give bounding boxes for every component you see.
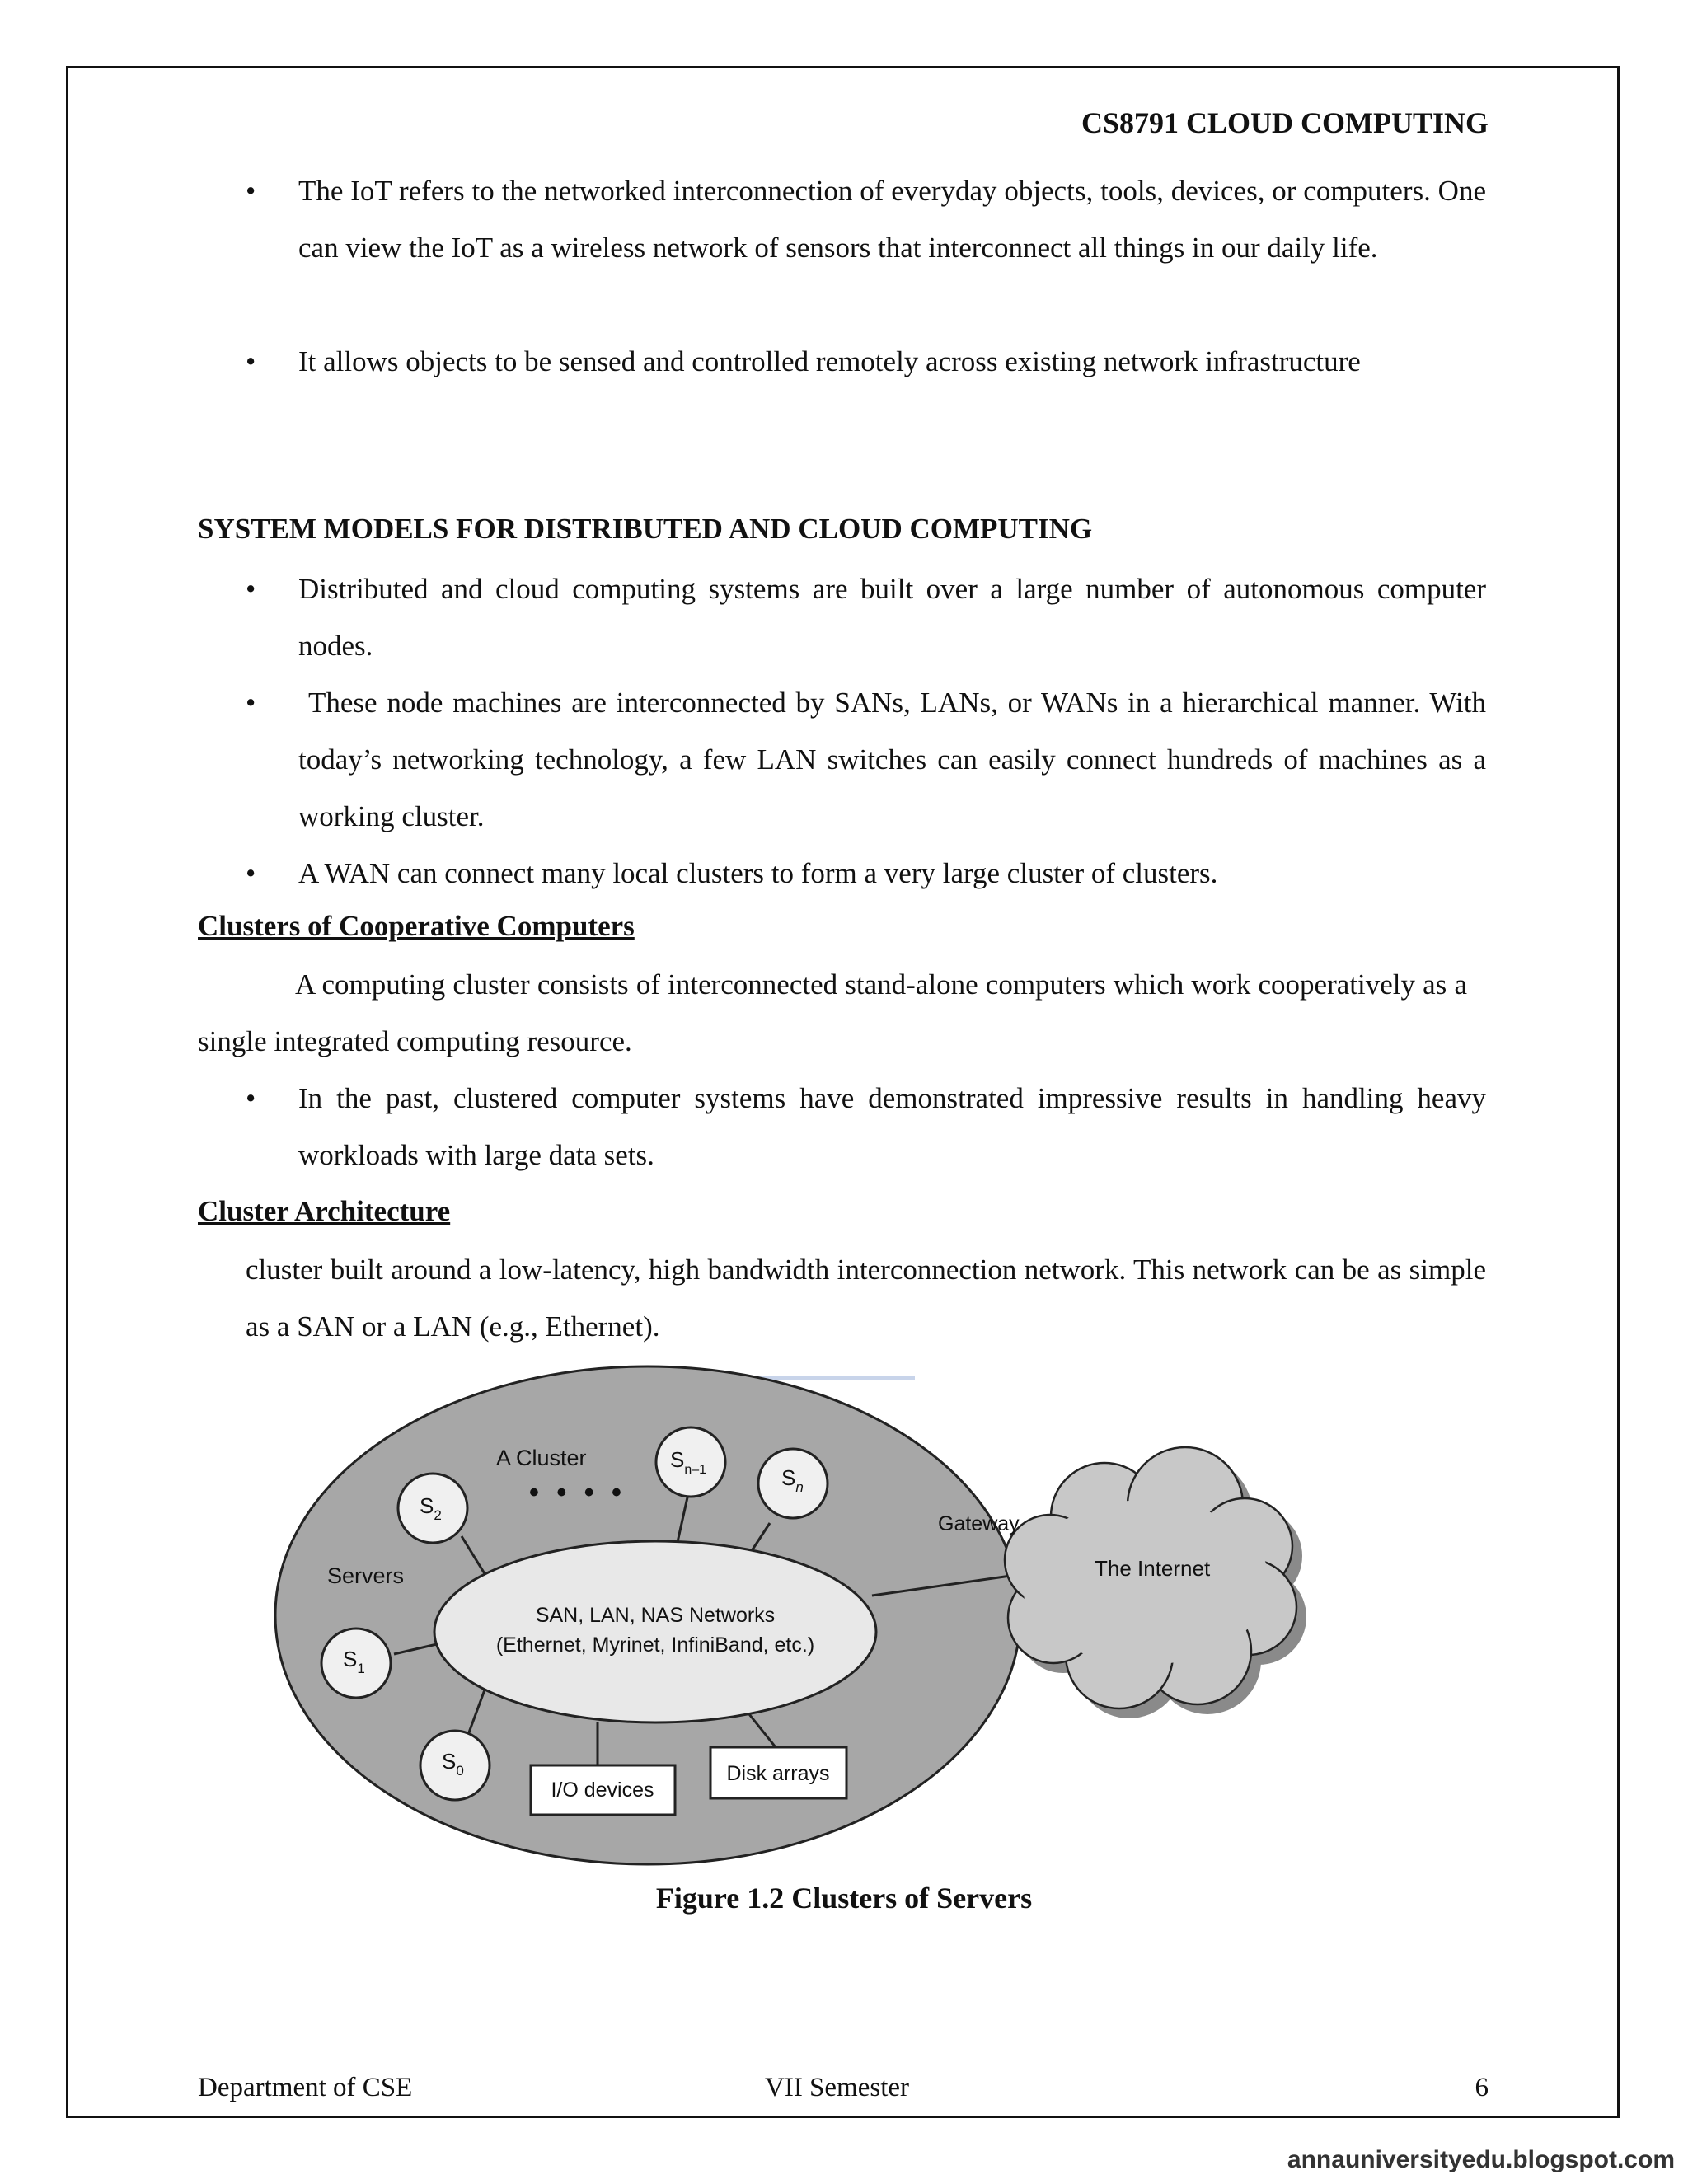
figure-caption: Figure 1.2 Clusters of Servers bbox=[655, 1882, 1033, 1915]
network-label-line1: SAN, LAN, NAS Networks bbox=[535, 1604, 776, 1627]
network-ellipse bbox=[434, 1541, 876, 1722]
architecture-paragraph: cluster built around a low-latency, high bandwidth interconnection network. This network can be as simple as a SAN or a LAN (e.g., Ethernet). bbox=[246, 1254, 1486, 1343]
bullet-text: A WAN can connect many local clusters to form a very large cluster of clusters. bbox=[298, 857, 1218, 889]
server-node bbox=[656, 1427, 725, 1497]
io-devices-label: I/O devices bbox=[551, 1779, 654, 1802]
bullet-icon: • bbox=[246, 345, 256, 377]
server-s2-label: $S_2$ bbox=[420, 1493, 442, 1523]
footer-department: Department of CSE bbox=[198, 2073, 413, 2102]
server-sn1-label: $S_{n-1}$ bbox=[670, 1447, 707, 1477]
cloud-fill bbox=[1022, 1500, 1269, 1665]
bullet-icon: • bbox=[246, 687, 256, 719]
bullet-text: The IoT refers to the networked interconnection of everyday objects, tools, devices, or computers. One can view the IoT as a wireless network of sensors that interconnect all things in our daily life. bbox=[298, 175, 1486, 264]
footer-semester: VII Semester bbox=[765, 2073, 910, 2102]
footer-page-number: 6 bbox=[1475, 2073, 1489, 2102]
gateway-label: Gateway bbox=[938, 1512, 1020, 1535]
ellipsis-dots: • • • • bbox=[529, 1477, 626, 1508]
disk-arrays-label: Disk arrays bbox=[726, 1762, 830, 1785]
section-heading: SYSTEM MODELS FOR DISTRIBUTED AND CLOUD COMPUTING bbox=[198, 513, 1093, 545]
bullet-icon: • bbox=[246, 1082, 256, 1114]
bullet-text: These node machines are interconnected by SANs, LANs, or WANs in a hierarchical manner. With today’s networking technology, a few LAN switches can easily connect hundreds of machines as a working cluster. bbox=[298, 687, 1486, 832]
internet-label: The Internet bbox=[1095, 1556, 1211, 1581]
server-s1-label: $S_1$ bbox=[343, 1647, 365, 1676]
bullet-icon: • bbox=[246, 175, 256, 207]
bullet-text: It allows objects to be sensed and controlled remotely across existing network infrastructure bbox=[298, 345, 1361, 377]
bullet-icon: • bbox=[246, 857, 256, 889]
server-sn-label: $S_n$ bbox=[781, 1465, 804, 1495]
course-title: CS8791 CLOUD COMPUTING bbox=[1081, 106, 1489, 139]
cluster-label: A Cluster bbox=[496, 1446, 587, 1470]
site-watermark: annauniversityedu.blogspot.com bbox=[1287, 2146, 1675, 2173]
subsection-heading-clusters: Clusters of Cooperative Computers bbox=[198, 910, 635, 942]
clusters-paragraph: A computing cluster consists of interconnected stand-alone computers which work cooperatively as a single integrated computing resource. bbox=[198, 968, 1467, 1057]
bullet-text: Distributed and cloud computing systems are built over a large number of autonomous computer nodes. bbox=[298, 573, 1486, 662]
server-s0-label: $S_0$ bbox=[442, 1749, 464, 1779]
subsection-heading-architecture: Cluster Architecture bbox=[198, 1195, 451, 1227]
bullet-text: In the past, clustered computer systems have demonstrated impressive results in handling heavy workloads with large data sets. bbox=[298, 1082, 1486, 1171]
servers-label: Servers bbox=[327, 1563, 405, 1588]
bullet-icon: • bbox=[246, 573, 256, 605]
network-label-line2: (Ethernet, Myrinet, InfiniBand, etc.) bbox=[495, 1633, 815, 1657]
